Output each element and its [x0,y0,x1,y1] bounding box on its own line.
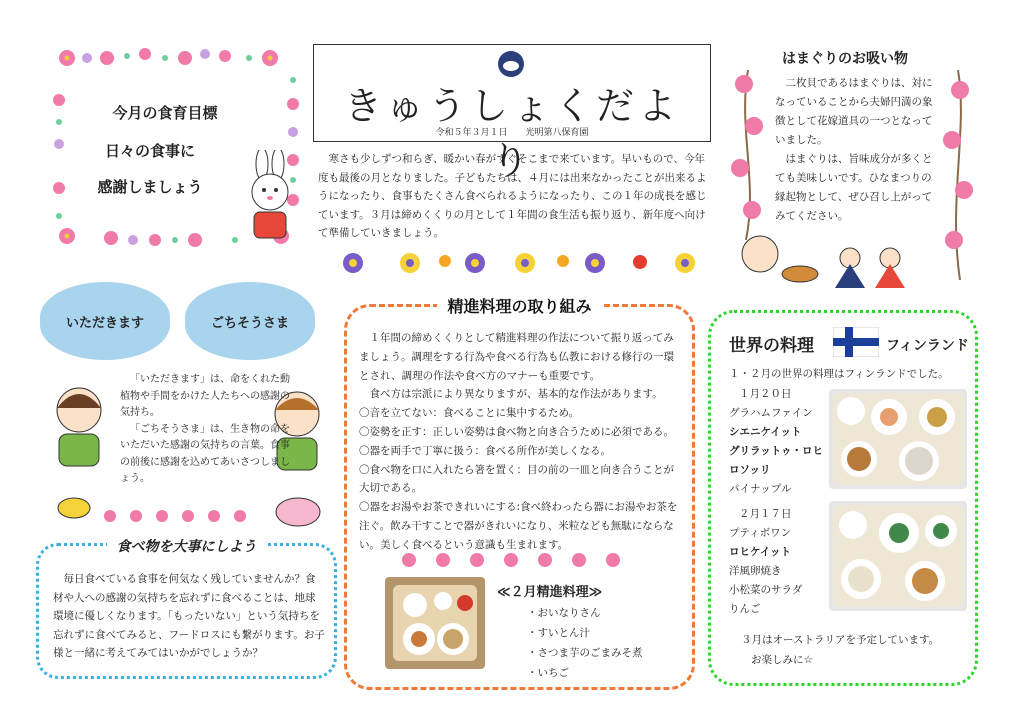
country-name: フィンランド [886,338,969,354]
greetings-text [120,372,290,488]
menu-feb-item: プティボワン [729,527,792,539]
goal-line-1: 日々の食事に [104,142,195,160]
pansy-strip [335,248,710,278]
menu-feb-item: 洋風卵焼き [729,565,782,577]
world-lead: １・２月の世界の料理はフィンランドでした。 [729,368,949,380]
shojin-ryori-box [344,297,695,690]
feb-shojin-title: ≪２月精進料理≫ [497,585,603,600]
rabbit-illustration [240,150,300,245]
shojin-title: 精進料理の取り組み [437,297,601,316]
itadakimasu-bubble [40,282,170,360]
issue-date: 令和５年３月１日 光明第八保育園 [435,128,589,138]
clam-para-2: はまぐりは、旨味成分が多くとても美味しいです。ひなまつりの縁起物として、ぜひ召し上がってみてください。 [775,153,933,222]
intro-paragraph [318,150,710,243]
shojin-rule-1: 〇音を立てない：食べることに集中するため。 [359,407,580,420]
girl-illustration [44,380,114,470]
tulip-strip [56,484,326,530]
shojin-manners-intro: 食べ方は宗派により異なりますが、基本的な作法があります。 [369,388,663,401]
shojin-rule-3: 〇器を両手で丁寧に扱う：食べる所作が美しくなる。 [359,444,611,457]
gochisousama-bubble [185,282,315,360]
hina-dolls-illustration [730,228,930,292]
world-closing-1: ３月はオーストラリアを予定しています。 [741,634,940,646]
plum-blossom-branch-left [728,70,768,240]
menu-feb-item: 小松菜のサラダ [729,584,803,596]
sakura-strip [397,549,637,571]
shojin-rule-4: 〇食べ物を口に入れたら箸を置く：目の前の一皿と向き合うことが大切である。 [359,463,674,495]
itadakimasu-label: いただきます [65,315,144,331]
food-waste-text: 毎日食べている食事を何気なく残していませんか？食材や人への感謝の気持ちを忘れずに食べることは、地球環境に優しくなります。「もったいない」という気持ちを忘れずに食べてみると、フードロスにも繋がります。お子様と一緒に考えてみてはいかがでしょうか？ [53,573,325,659]
shojin-intro: １年間の締めくくりとして精進料理の作法について振り返ってみましょう。調理をする行為や食べる行為も仏教における修行の一環とされ、調理の作法や食べ方のマナーも重要です。 [359,332,674,382]
goal-heading: 今月の食育目標 [112,104,218,122]
menu-jan-item: パイナップル [729,483,792,495]
greetings-para-2: 「ごちそうさま」は、生き物の命をいただいた感謝の気持ちの言葉。食事の前後に感謝を込めてあいさつしましょう。 [120,423,290,484]
finland-meal-photo-jan [829,389,967,489]
menu-feb-date: ２月１７日 [739,508,792,520]
shojin-meal-photo [385,577,485,669]
greetings-para-1: 「いただきます」は、命をくれた動植物や手間をかけた人たちへの感謝の気持ち。 [120,374,290,418]
feb-menu-item: ・すいとん汁 [527,627,590,639]
gochisousama-label: ごちそうさま [210,315,289,331]
food-waste-box [36,539,337,679]
world-cuisine-box [708,310,978,686]
feb-menu-item: ・おいなりさん [527,607,601,619]
newsletter-title-box [313,44,711,183]
clam-soup-text [775,74,935,226]
shojin-rule-2: 〇姿勢を正す：正しい姿勢は食べ物と向き合うために必須である。 [359,425,674,438]
menu-jan-date: １月２０日 [739,388,792,400]
goal-line-2: 感謝しましょう [97,178,203,196]
intro-text: 寒さも少しずつ和らぎ、暖かい春がすぐそこまで来ています。早いもので、今年度も最後の月となりました。子どもたちは、４月には出来なかったことが出来るようになったり、食事もたくさん食べられるようになったり、この１年の成長を感じています。３月は締めくくりの月として１年間の食生活も振り返り、新年度へ向けて準備していきましょう。 [318,153,707,239]
clam-para-1: 二枚貝であるはまぐりは、対になっていることから夫婦円満の象徴として花嫁道具の一つとなっていました。 [775,77,933,146]
feb-shojin-menu [527,603,643,683]
menu-jan [729,385,829,499]
plum-blossom-branch-right [938,70,978,280]
menu-jan-item: グリラットゥ・ロヒロソッリ [729,445,824,476]
finland-flag-icon [833,327,879,357]
menu-jan-item: シエニケイット [729,426,802,438]
feb-menu-item: ・さつま芋のごまみそ煮 [527,647,643,659]
newsletter-title: きゅうしょくだより [343,84,680,183]
menu-feb [729,505,829,619]
menu-feb-item: ロヒケイット [729,546,792,558]
world-closing-2: お楽しみに☆ [751,654,813,666]
clam-soup-title: はまぐりのお吸い物 [782,51,908,67]
food-waste-title: 食べ物を大事にしよう [107,539,267,555]
shojin-rule-5: 〇器をお湯やお茶できれいにする:食べ終わったら器にお湯やお茶を注ぐ。飲み干すことで器がきれいになり、米粒なども無駄にならない。美しく食べるという意識も生まれます。 [359,501,678,551]
menu-jan-item: グラハムファイン [729,407,813,419]
monthly-goal-box [45,40,305,255]
world-cuisine-heading: 世界の料理 [729,336,814,356]
feb-menu-item: ・いちご [527,667,569,679]
menu-feb-item: りんご [729,603,761,615]
finland-meal-photo-feb [829,501,967,611]
